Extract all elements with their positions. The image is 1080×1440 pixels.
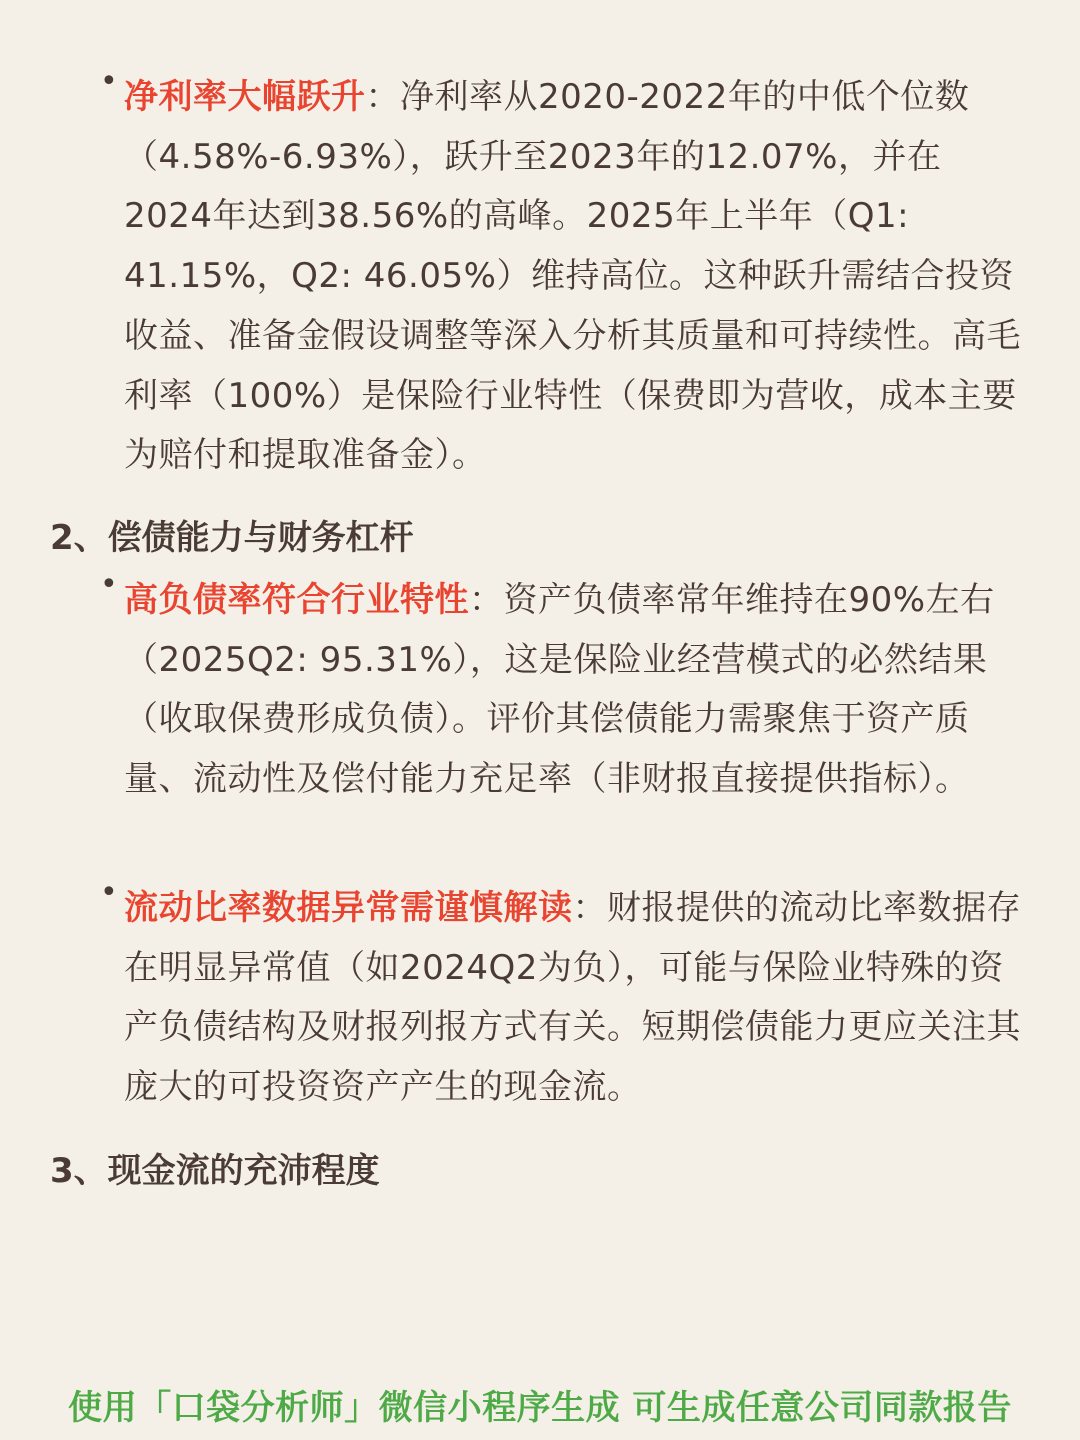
bullet-net-margin <box>100 64 1024 486</box>
section-heading-cashflow: 3、现金流的充沛程度 <box>50 1151 380 1191</box>
bullet-current-ratio <box>100 875 1024 1118</box>
bullet-debt-ratio <box>100 567 1024 810</box>
bullet-text: ：财报提供的流动比率数据存在明显异常值（如2024Q2为负），可能与保险业特殊的资产负债结构及财报列报方式有关。短期偿债能力更应关注其庞大的可投资资产产生的现金流。 <box>124 888 1021 1108</box>
bullet-dot: • <box>100 64 119 99</box>
bullet-dot: • <box>100 875 119 910</box>
bullet-highlight: 高负债率符合行业特性 <box>124 580 469 620</box>
bullet-dot: • <box>100 567 119 602</box>
footer-promo: 使用「口袋分析师」微信小程序生成 可生成任意公司同款报告 <box>68 1388 1012 1428</box>
bullet-text: ：净利率从2020-2022年的中低个位数（4.58%-6.93%），跃升至2023年的12.07%，并在2024年达到38.56%的高峰。2025年上半年（Q1: 41.15%，Q2: 46.05%）维持高位。这种跃升需结合投资收益、准备金假设调整等深入分析其质量和可持续性。高毛利率（100%）是保险行业特性（保费即为营收，成本主要为赔付和提取准备金）。 <box>124 77 1021 476</box>
bullet-highlight: 净利率大幅跃升 <box>124 77 366 117</box>
section-heading-solvency: 2、偿债能力与财务杠杆 <box>50 518 414 558</box>
bullet-highlight: 流动比率数据异常需谨慎解读 <box>124 888 573 928</box>
bullet-text: ：资产负债率常年维持在90%左右（2025Q2: 95.31%），这是保险业经营模式的必然结果（收取保费形成负债）。评价其偿债能力需聚焦于资产质量、流动性及偿付能力充足率（非财报直接提供指标）。 <box>124 580 995 800</box>
